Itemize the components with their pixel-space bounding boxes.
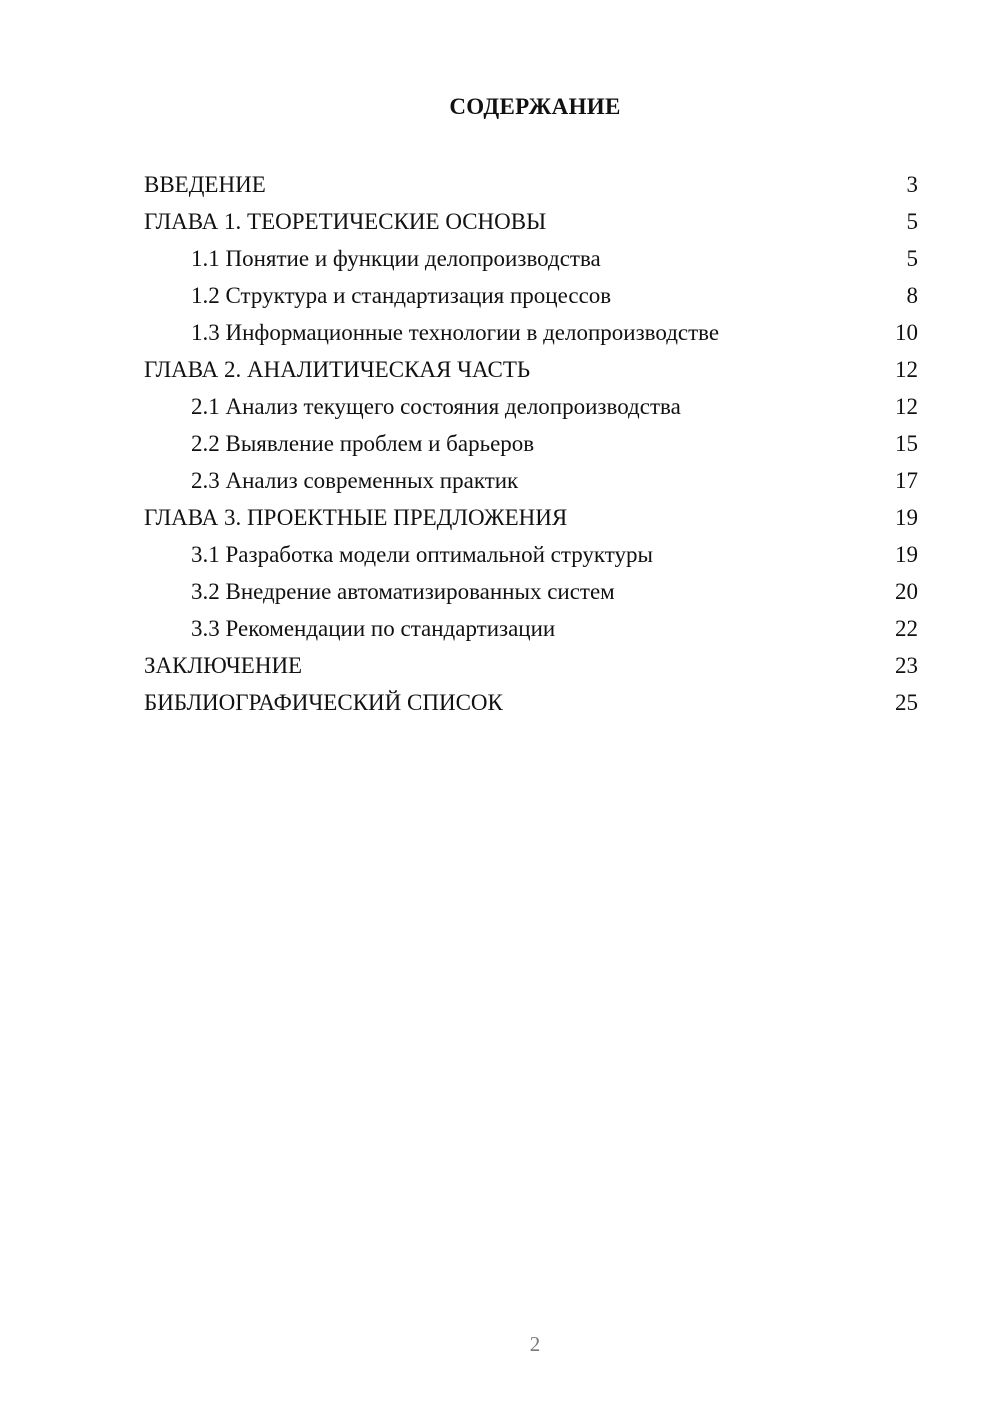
toc-entry [144,203,918,240]
toc-entry-label: 1.1 Понятие и функции делопроизводства [191,246,601,271]
toc-entry-page: 15 [895,431,918,456]
toc-entry-page: 8 [906,283,918,308]
toc-entry-page: 19 [895,542,918,567]
toc-entry-label: ГЛАВА 2. АНАЛИТИЧЕСКАЯ ЧАСТЬ [144,357,531,382]
toc-subentry [144,240,918,277]
table-of-contents [144,166,918,721]
toc-entry-label: 3.2 Внедрение автоматизированных систем [191,579,615,604]
toc-subentry [144,425,918,462]
toc-entry-label: 3.3 Рекомендации по стандартизации [191,616,556,641]
toc-subentry [144,610,918,647]
toc-subentry [144,277,918,314]
toc-entry [144,351,918,388]
toc-entry [144,647,918,684]
toc-subentry [144,536,918,573]
toc-entry [144,499,918,536]
toc-entry-label: 2.1 Анализ текущего состояния делопроизводства [191,394,681,419]
toc-entry-label: 1.2 Структура и стандартизация процессов [191,283,612,308]
toc-subentry [144,314,918,351]
toc-entry [144,684,918,721]
toc-subentry [144,388,918,425]
toc-entry-label: 1.3 Информационные технологии в делопроизводстве [191,320,720,345]
toc-subentry [144,573,918,610]
toc-entry-page: 17 [895,468,918,493]
toc-entry-label: ЗАКЛЮЧЕНИЕ [144,653,303,678]
toc-entry-page: 3 [906,172,918,197]
toc-entry-label: 2.2 Выявление проблем и барьеров [191,431,535,456]
toc-entry-page: 12 [895,357,918,382]
toc-entry-label: 2.3 Анализ современных практик [191,468,519,493]
toc-entry-label: 3.1 Разработка модели оптимальной структуры [191,542,653,567]
toc-entry-label: ГЛАВА 3. ПРОЕКТНЫЕ ПРЕДЛОЖЕНИЯ [144,505,568,530]
page-title: СОДЕРЖАНИЕ [449,94,621,119]
toc-entry-page: 20 [895,579,918,604]
toc-entry-label: БИБЛИОГРАФИЧЕСКИЙ СПИСОК [144,690,503,715]
toc-entry-page: 19 [895,505,918,530]
toc-entry-page: 12 [895,394,918,419]
toc-entry-page: 25 [895,690,918,715]
toc-entry-page: 5 [906,246,918,271]
toc-entry-page: 5 [906,209,918,234]
toc-subentry [144,462,918,499]
toc-entry-page: 22 [895,616,918,641]
toc-entry-label: ВВЕДЕНИЕ [144,172,266,197]
toc-entry-label: ГЛАВА 1. ТЕОРЕТИЧЕСКИЕ ОСНОВЫ [144,209,547,234]
toc-entry-page: 23 [895,653,918,678]
page-number: 2 [529,1332,541,1356]
toc-entry-page: 10 [895,320,918,345]
toc-entry [144,166,918,203]
